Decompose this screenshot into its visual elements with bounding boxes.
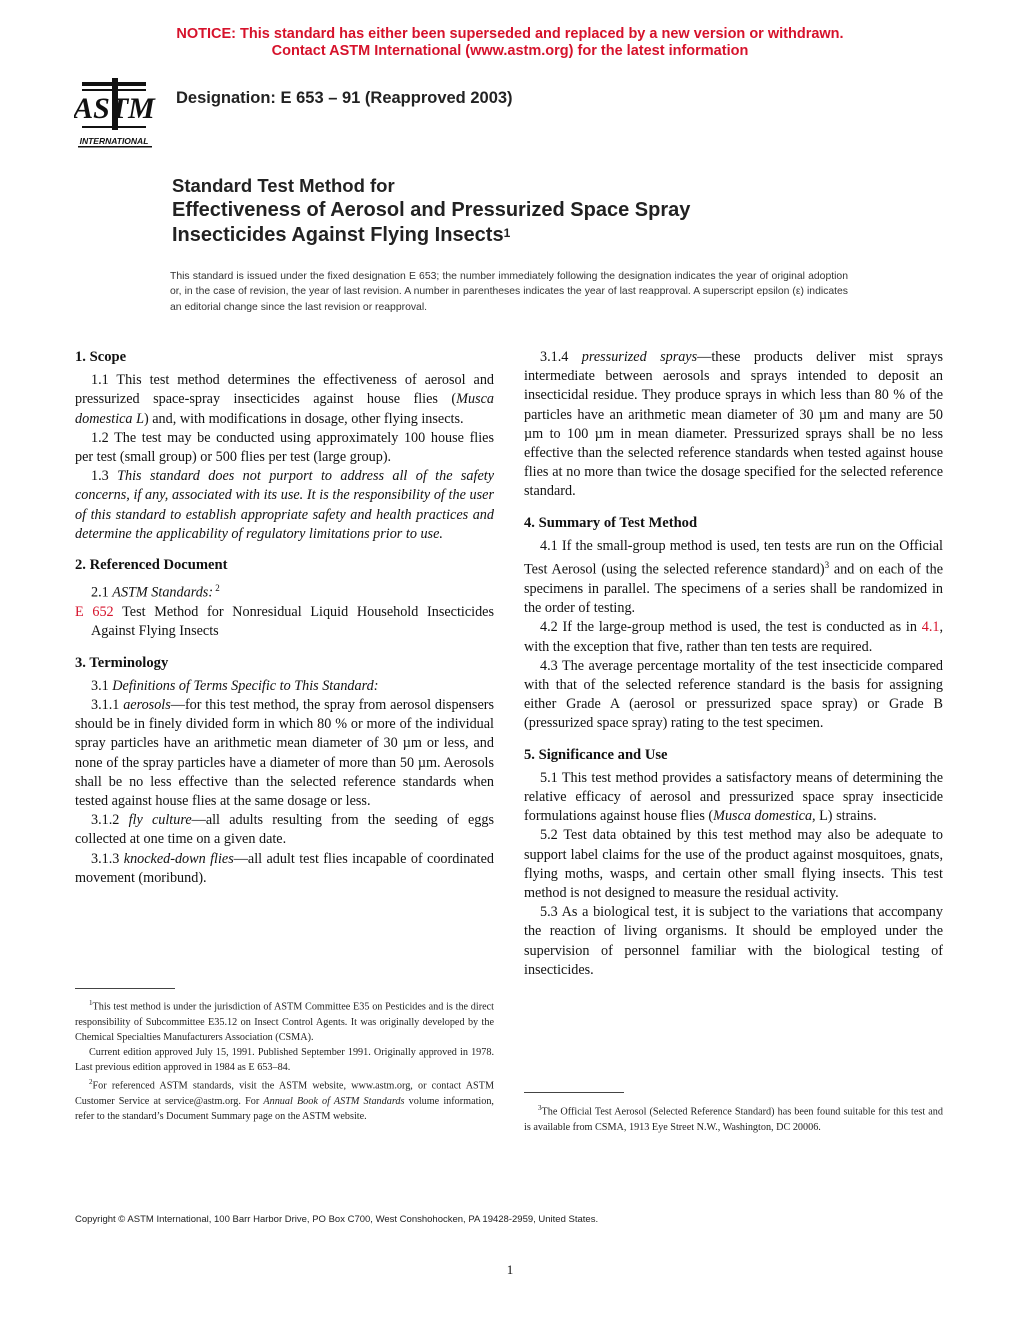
section-heading-summary: 4. Summary of Test Method xyxy=(524,514,698,531)
notice-line-2: Contact ASTM International (www.astm.org) for the latest information xyxy=(271,43,749,59)
para-4-2: 4.2 If the large-group method is used, the test is conducted as in 4.1, with the exception that five, rather than ten tests are required. xyxy=(524,619,943,655)
para-5-2: 5.2 Test data obtained by this test method may also be adequate to support label claims for the use of the product against mosquitoes, gnats, flying moths, wasps, and certain other small flying insects. This test method is not designed to measure the residual activity. xyxy=(524,827,943,902)
para-3-1-3: 3.1.3 knocked-down flies—all adult test flies incapable of coordinated movement (moribund). xyxy=(75,850,494,886)
title-line-3: Insecticides Against Flying Insects$^1$ xyxy=(172,224,511,246)
document-title xyxy=(172,174,690,248)
section-heading-referenced: 2. Referenced Document xyxy=(75,557,228,574)
copyright-line: Copyright © ASTM International, 100 Barr Harbor Drive, PO Box C700, West Conshohocken, PA 19428-2959, United States. xyxy=(75,1214,599,1225)
footnotes-left xyxy=(75,996,494,1124)
issue-note: This standard is issued under the fixed designation E 653; the number immediately following the designation indicates the year of original adoption or, in the case of revision, the year of last revision. A number in parentheses indicates the year of last reapproval. A superscript epsilon (ε) indicates an editorial change since the last revision or reapproval. xyxy=(170,271,848,313)
title-footnote-mark: 1 xyxy=(503,226,511,240)
title-line-2: Effectiveness of Aerosol and Pressurized Space Spray xyxy=(172,199,691,221)
footnote-rule-right xyxy=(524,1092,624,1093)
designation: Designation: E 653 – 91 (Reapproved 2003) xyxy=(176,89,513,107)
footnote-3: $^3$The Official Test Aerosol (Selected Reference Standard) has been found suitable for this test and is available from CSMA, 1913 Eye Street N.W., Washington, DC 20006. xyxy=(524,1104,943,1133)
para-5-1: 5.1 This test method provides a satisfactory means of determining the relative efficacy of aerosol and pressurized space spray insecticide formulations against house flies (Musca domestica, L) strains. xyxy=(524,769,944,825)
para-3-1-4: 3.1.4 pressurized sprays—these products deliver mist sprays intermediate between aerosols and sprays intended to deposit an insecticidal residue. They produce sprays in which less than 80 % of the particles have an arithmetic mean diameter of 30 µm and many are 50 µm to 100 µm in mean diameter. Pressurized sprays shall be no less effective than the selected reference standards when tested against house flies at no more than twice the dosage specified for the selected reference standard. xyxy=(524,349,943,500)
para-3-1: 3.1 Definitions of Terms Specific to This Standard: xyxy=(91,677,379,694)
para-4-3: 4.3 The average percentage mortality of the test insecticide compared with that of the selected reference standard is the basis for assigning either Grade A (aerosol or pressurized space spray) or Grade B (pressurized space spray) rating to the test specimen. xyxy=(524,657,943,732)
footnote-1: $^1$This test method is under the jurisdiction of ASTM Committee E35 on Pesticides and is the direct responsibility of Subcommittee E35.12 on Insect Control Agents. It was originally developed by the Chemical Specialties Manufacturers Association (CSMA). xyxy=(75,999,494,1043)
para-2-1: 2.1 ASTM Standards: $^2$ xyxy=(91,583,220,601)
section-heading-terminology: 3. Terminology xyxy=(75,654,169,671)
logo-wordmark: ASTM xyxy=(74,92,155,125)
para-4-1: 4.1 If the small-group method is used, ten tests are run on the Official Test Aerosol (using the selected reference standard)$^3$ and on each of the specimens in parallel. The specimens of a series shall be randomized in the order of testing. xyxy=(524,537,943,617)
logo-subtext: INTERNATIONAL xyxy=(79,136,149,146)
right-column xyxy=(524,348,943,980)
reference-e652: E 652 Test Method for Nonresidual Liquid Household Insecticides Against Flying Insects xyxy=(75,604,494,640)
link-section-4-1[interactable]: 4.1 xyxy=(921,619,940,636)
para-5-3: 5.3 As a biological test, it is subject to the variations that accompany the reaction of living organisms. It should be employed under the supervision of personnel familiar with the biological testing of insecticides. xyxy=(524,904,943,978)
left-column xyxy=(75,348,494,888)
reference-link-e652[interactable]: E 652 xyxy=(75,604,114,621)
superseded-notice xyxy=(0,26,1020,60)
para-1-1: 1.1 This test method determines the effectiveness of aerosol and pressurized space-spray insecticides against house flies (Musca domestica L) and, with modifications in dosage, other flying insects. xyxy=(75,372,495,427)
para-1-2: 1.2 The test may be conducted using approximately 100 house flies per test (small group) or 500 flies per test (large group). xyxy=(75,429,494,466)
para-3-1-2: 3.1.2 fly culture—all adults resulting from the seeding of eggs collected at one time on a given date. xyxy=(75,812,495,848)
para-1-3: 1.3 This standard does not purport to address all of the safety concerns, if any, associated with its use. It is the responsibility of the user of this standard to establish appropriate safety and health practices and determine the applicability of regulatory limitations prior to use. xyxy=(75,468,494,542)
astm-logo xyxy=(74,76,160,150)
footnotes-right xyxy=(524,1101,943,1135)
footnote-1b: Current edition approved July 15, 1991. Published September 1991. Originally approved in 1978. Last previous edition approved in 1984 as E 653–84. xyxy=(75,1047,494,1074)
footnote-rule-left xyxy=(75,988,175,989)
section-heading-scope: 1. Scope xyxy=(75,349,127,365)
section-heading-significance: 5. Significance and Use xyxy=(524,746,668,763)
page-number: 1 xyxy=(506,1262,514,1277)
title-line-1: Standard Test Method for xyxy=(172,175,395,196)
para-3-1-1: 3.1.1 aerosols—for this test method, the spray from aerosol dispensers should be in finely divided form in which 80 % or more of the individual spray particles have an arithmetic mean diameter of 30 µm or less, and none of the spray particles have a diameter of more than 50 µm. Aerosols shall be no less effective than the selected reference standards when tested against house flies at the same dosage or less. xyxy=(75,696,494,809)
footnote-2: $^2$For referenced ASTM standards, visit the ASTM website, www.astm.org, or contact ASTM Customer Service at service@astm.org. For Annual Book of ASTM Standards volume information, refer to the standard’s Document Summary page on the ASTM website. xyxy=(75,1078,494,1123)
notice-line-1: NOTICE: This standard has either been superseded and replaced by a new version or withdrawn. xyxy=(176,26,844,42)
